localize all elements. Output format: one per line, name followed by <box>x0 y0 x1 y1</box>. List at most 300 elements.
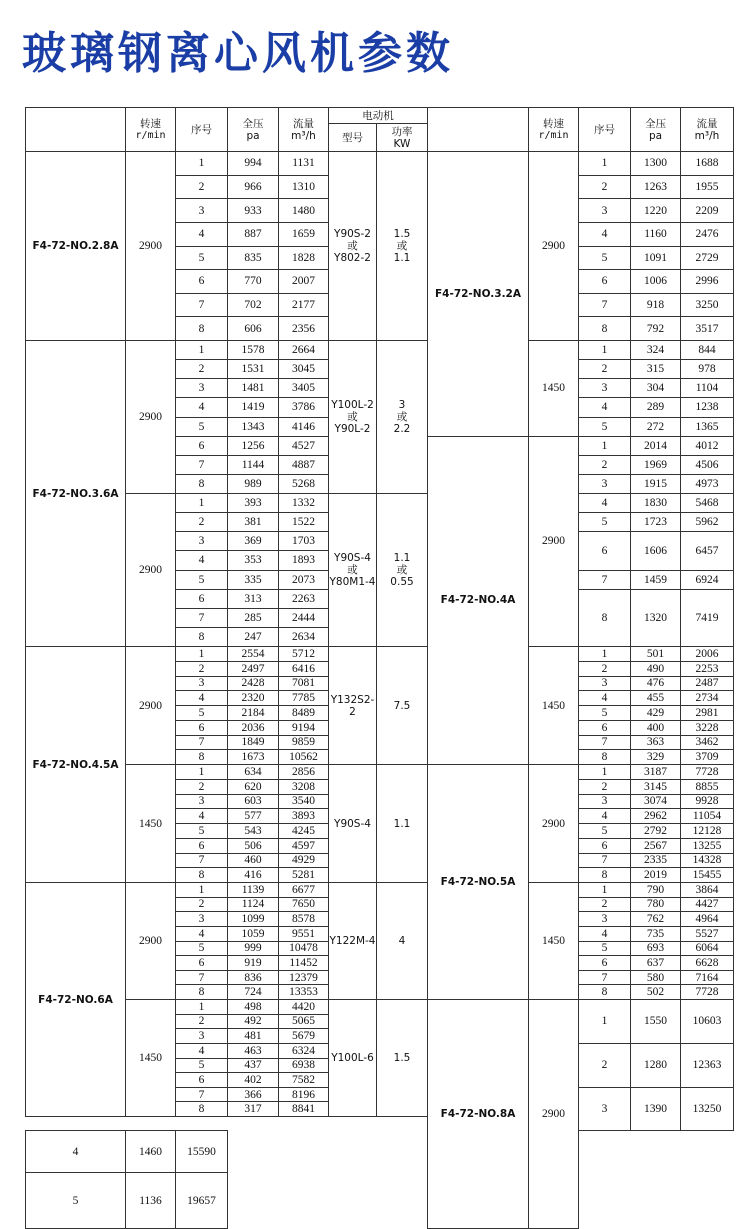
pressure-cell: 463 <box>228 1043 279 1058</box>
seq-cell: 2 <box>176 360 228 379</box>
flow-cell: 2253 <box>681 661 734 676</box>
motor-model-line: 或 <box>347 411 358 423</box>
header-unit: m³/h <box>291 129 316 142</box>
flow-cell: 4427 <box>681 897 734 912</box>
pressure-cell: 1673 <box>228 750 279 765</box>
flow-cell: 2006 <box>681 647 734 662</box>
seq-cell: 5 <box>176 824 228 839</box>
pressure-cell: 2335 <box>631 853 681 868</box>
speed-value: 1450 <box>529 647 579 765</box>
seq-cell: 3 <box>579 676 631 691</box>
flow-cell: 4506 <box>681 455 734 474</box>
seq-cell: 1 <box>579 152 631 176</box>
header-seq: 序号 <box>176 108 228 152</box>
seq-cell: 5 <box>579 706 631 721</box>
flow-cell: 3709 <box>681 750 734 765</box>
pressure-cell: 498 <box>228 1000 279 1015</box>
seq-cell: 1 <box>176 883 228 898</box>
pressure-cell: 3187 <box>631 765 681 780</box>
pressure-cell: 1124 <box>228 897 279 912</box>
pressure-cell: 1136 <box>126 1173 176 1229</box>
fan-parameter-table <box>25 107 734 1229</box>
flow-cell: 9928 <box>681 794 734 809</box>
speed-value: 2900 <box>126 647 176 765</box>
flow-cell: 3208 <box>279 779 329 794</box>
motor-power-line: 或 <box>396 240 408 252</box>
seq-cell: 5 <box>579 246 631 270</box>
pressure-cell: 353 <box>228 551 279 570</box>
pressure-cell: 1460 <box>126 1131 176 1173</box>
flow-cell: 9859 <box>279 735 329 750</box>
motor-model-line: Y132S2- <box>330 693 375 706</box>
pressure-cell: 481 <box>228 1029 279 1044</box>
pressure-cell: 1300 <box>631 152 681 176</box>
seq-cell: 7 <box>176 293 228 317</box>
seq-cell: 6 <box>176 838 228 853</box>
seq-cell: 3 <box>579 794 631 809</box>
pressure-cell: 2792 <box>631 824 681 839</box>
table-row <box>26 494 734 513</box>
seq-cell: 4 <box>579 222 631 246</box>
pressure-cell: 416 <box>228 868 279 883</box>
seq-cell: 6 <box>176 589 228 608</box>
table-row <box>26 883 734 898</box>
pressure-cell: 2497 <box>228 661 279 676</box>
pressure-cell: 603 <box>228 794 279 809</box>
speed-value: 2900 <box>529 765 579 883</box>
pressure-cell: 363 <box>631 735 681 750</box>
seq-cell: 6 <box>176 956 228 971</box>
flow-cell: 4964 <box>681 912 734 927</box>
pressure-cell: 1830 <box>631 494 681 513</box>
flow-cell: 11452 <box>279 956 329 971</box>
seq-cell: 1 <box>579 341 631 360</box>
pressure-cell: 366 <box>228 1087 279 1102</box>
seq-cell: 4 <box>176 809 228 824</box>
seq-cell: 4 <box>176 1043 228 1058</box>
seq-cell: 4 <box>579 809 631 824</box>
pressure-cell: 724 <box>228 985 279 1000</box>
flow-cell: 2209 <box>681 199 734 223</box>
motor-power-line: 1.5 <box>393 228 411 240</box>
motor-model <box>329 341 377 494</box>
pressure-cell: 1160 <box>631 222 681 246</box>
seq-cell: 1 <box>579 436 631 455</box>
flow-cell: 13255 <box>681 838 734 853</box>
flow-cell: 3517 <box>681 317 734 341</box>
flow-cell: 2981 <box>681 706 734 721</box>
speed-value: 1450 <box>529 883 579 1000</box>
table-row <box>26 1131 734 1145</box>
seq-cell: 6 <box>579 956 631 971</box>
motor-power-line: 2.2 <box>393 423 411 435</box>
header-blank <box>428 108 529 152</box>
motor-model <box>329 494 377 647</box>
table-row <box>26 152 734 176</box>
page-title: 玻璃钢离心风机参数 <box>22 28 454 79</box>
flow-cell: 2476 <box>681 222 734 246</box>
flow-cell: 6938 <box>279 1058 329 1073</box>
pressure-cell: 460 <box>228 853 279 868</box>
pressure-cell: 770 <box>228 270 279 294</box>
seq-cell: 2 <box>176 661 228 676</box>
flow-cell: 1365 <box>681 417 734 436</box>
speed-value: 1450 <box>529 341 579 437</box>
seq-cell: 3 <box>579 379 631 398</box>
seq-cell: 2 <box>176 897 228 912</box>
motor-model-line: 或 <box>347 564 358 576</box>
flow-cell: 10478 <box>279 941 329 956</box>
flow-cell: 3864 <box>681 883 734 898</box>
seq-cell: 3 <box>176 676 228 691</box>
pressure-cell: 2014 <box>631 436 681 455</box>
pressure-cell: 247 <box>228 627 279 646</box>
pressure-cell: 437 <box>228 1058 279 1073</box>
pressure-cell: 1256 <box>228 436 279 455</box>
pressure-cell: 2036 <box>228 720 279 735</box>
flow-cell: 5268 <box>279 474 329 493</box>
motor-power-line: 或 <box>396 411 408 423</box>
seq-cell: 2 <box>579 897 631 912</box>
pressure-cell: 780 <box>631 897 681 912</box>
seq-cell: 7 <box>176 455 228 474</box>
motor-model-line: Y90S-2 <box>334 228 371 240</box>
flow-cell: 7728 <box>681 765 734 780</box>
seq-cell: 4 <box>579 494 631 513</box>
flow-cell: 4887 <box>279 455 329 474</box>
flow-cell: 2487 <box>681 676 734 691</box>
seq-cell: 5 <box>579 941 631 956</box>
pressure-cell: 3145 <box>631 779 681 794</box>
seq-cell: 3 <box>176 199 228 223</box>
seq-cell: 8 <box>176 985 228 1000</box>
pressure-cell: 702 <box>228 293 279 317</box>
motor-model <box>329 883 377 1000</box>
header-label: 流量 <box>293 117 314 130</box>
flow-cell: 4527 <box>279 436 329 455</box>
flow-cell: 3405 <box>279 379 329 398</box>
pressure-cell: 1059 <box>228 926 279 941</box>
seq-cell: 5 <box>176 417 228 436</box>
flow-cell: 14328 <box>681 853 734 868</box>
seq-cell: 4 <box>579 926 631 941</box>
pressure-cell: 369 <box>228 532 279 551</box>
header-motor: 电动机 <box>329 108 428 124</box>
flow-cell: 15590 <box>176 1131 228 1173</box>
pressure-cell: 1144 <box>228 455 279 474</box>
flow-cell: 6924 <box>681 570 734 589</box>
pressure-cell: 887 <box>228 222 279 246</box>
motor-model-line: Y100L-6 <box>331 1052 374 1064</box>
header-unit: r/min <box>538 129 569 141</box>
motor-model-line: 或 <box>347 240 358 252</box>
seq-cell: 4 <box>176 691 228 706</box>
seq-cell: 7 <box>176 608 228 627</box>
motor-power-line: 7.5 <box>393 699 411 712</box>
flow-cell: 2073 <box>279 570 329 589</box>
flow-cell: 7419 <box>681 589 734 646</box>
pressure-cell: 693 <box>631 941 681 956</box>
seq-cell: 6 <box>579 532 631 570</box>
pressure-cell: 272 <box>631 417 681 436</box>
header-unit: pa <box>648 129 663 142</box>
pressure-cell: 1481 <box>228 379 279 398</box>
speed-value: 2900 <box>529 1000 579 1229</box>
pressure-cell: 315 <box>631 360 681 379</box>
pressure-cell: 429 <box>631 706 681 721</box>
flow-cell: 1131 <box>279 152 329 176</box>
header-unit: m³/h <box>694 129 720 142</box>
motor-power-line: 或 <box>396 564 408 576</box>
pressure-cell: 836 <box>228 970 279 985</box>
seq-cell: 1 <box>579 647 631 662</box>
header-unit: KW <box>393 137 411 150</box>
seq-cell: 2 <box>579 360 631 379</box>
flow-cell: 4929 <box>279 853 329 868</box>
seq-cell: 8 <box>579 985 631 1000</box>
flow-cell: 2007 <box>279 270 329 294</box>
pressure-cell: 1006 <box>631 270 681 294</box>
flow-cell: 19657 <box>176 1173 228 1229</box>
table-row <box>26 765 734 780</box>
flow-cell: 1480 <box>279 199 329 223</box>
motor-model <box>329 152 377 341</box>
motor-power <box>377 765 428 883</box>
seq-cell: 1 <box>176 647 228 662</box>
seq-cell: 8 <box>579 589 631 646</box>
motor-power <box>377 647 428 765</box>
pressure-cell: 1091 <box>631 246 681 270</box>
flow-cell: 1703 <box>279 532 329 551</box>
pressure-cell: 2184 <box>228 706 279 721</box>
flow-cell: 1955 <box>681 175 734 199</box>
pressure-cell: 2019 <box>631 868 681 883</box>
header-label: 转速 <box>140 117 161 130</box>
pressure-cell: 285 <box>228 608 279 627</box>
flow-cell: 4245 <box>279 824 329 839</box>
flow-cell: 15455 <box>681 868 734 883</box>
motor-power-line: 0.55 <box>390 576 414 588</box>
seq-cell: 7 <box>176 1087 228 1102</box>
pressure-cell: 1531 <box>228 360 279 379</box>
flow-cell: 7728 <box>681 985 734 1000</box>
flow-cell: 1688 <box>681 152 734 176</box>
header-label: 全压 <box>645 117 666 130</box>
seq-cell: 7 <box>579 970 631 985</box>
flow-cell: 9551 <box>279 926 329 941</box>
seq-cell: 6 <box>579 270 631 294</box>
header-unit: pa <box>246 129 260 142</box>
flow-cell: 2856 <box>279 765 329 780</box>
flow-cell: 3250 <box>681 293 734 317</box>
flow-cell: 1310 <box>279 175 329 199</box>
pressure-cell: 999 <box>228 941 279 956</box>
flow-cell: 1332 <box>279 494 329 513</box>
speed-value: 1450 <box>126 1000 176 1117</box>
motor-power <box>377 883 428 1000</box>
flow-cell: 8196 <box>279 1087 329 1102</box>
flow-cell: 3045 <box>279 360 329 379</box>
motor-power <box>377 494 428 647</box>
pressure-cell: 2962 <box>631 809 681 824</box>
flow-cell: 1828 <box>279 246 329 270</box>
pressure-cell: 402 <box>228 1073 279 1088</box>
pressure-cell: 1263 <box>631 175 681 199</box>
flow-cell: 1104 <box>681 379 734 398</box>
flow-cell: 2177 <box>279 293 329 317</box>
seq-cell: 8 <box>579 868 631 883</box>
seq-cell: 1 <box>176 494 228 513</box>
motor-power-line: 1.1 <box>393 552 411 564</box>
pressure-cell: 1578 <box>228 341 279 360</box>
motor-model <box>329 1000 377 1117</box>
pressure-cell: 393 <box>228 494 279 513</box>
pressure-cell: 3074 <box>631 794 681 809</box>
pressure-cell: 1550 <box>631 1000 681 1044</box>
motor-power-line: 1.1 <box>393 252 411 264</box>
pressure-cell: 835 <box>228 246 279 270</box>
seq-cell: 6 <box>176 436 228 455</box>
motor-model <box>329 647 377 765</box>
pressure-cell: 1459 <box>631 570 681 589</box>
flow-cell: 8841 <box>279 1102 329 1117</box>
flow-cell: 12363 <box>681 1043 734 1087</box>
seq-cell: 4 <box>176 551 228 570</box>
pressure-cell: 1606 <box>631 532 681 570</box>
seq-cell: 8 <box>176 1102 228 1117</box>
pressure-cell: 1419 <box>228 398 279 417</box>
seq-cell: 5 <box>26 1173 126 1229</box>
pressure-cell: 381 <box>228 513 279 532</box>
flow-cell: 6677 <box>279 883 329 898</box>
flow-cell: 5468 <box>681 494 734 513</box>
flow-cell: 4597 <box>279 838 329 853</box>
header-cell <box>228 108 279 152</box>
flow-cell: 7785 <box>279 691 329 706</box>
seq-cell: 2 <box>176 1014 228 1029</box>
pressure-cell: 476 <box>631 676 681 691</box>
flow-cell: 8578 <box>279 912 329 927</box>
fan-model-name: F4-72-NO.3.2A <box>428 152 529 437</box>
flow-cell: 7164 <box>681 970 734 985</box>
pressure-cell: 543 <box>228 824 279 839</box>
header-cell <box>529 108 579 152</box>
seq-cell: 2 <box>176 513 228 532</box>
motor-power-line: 1.5 <box>393 1052 411 1064</box>
header-cell <box>631 108 681 152</box>
table-row <box>26 647 734 662</box>
seq-cell: 3 <box>176 1029 228 1044</box>
pressure-cell: 1969 <box>631 455 681 474</box>
flow-cell: 1238 <box>681 398 734 417</box>
flow-cell: 3540 <box>279 794 329 809</box>
seq-cell: 6 <box>176 1073 228 1088</box>
flow-cell: 6324 <box>279 1043 329 1058</box>
header-label: 功率 <box>391 125 413 138</box>
fan-model-name: F4-72-NO.3.6A <box>26 341 126 647</box>
seq-cell: 5 <box>579 417 631 436</box>
seq-cell: 4 <box>26 1131 126 1173</box>
pressure-cell: 455 <box>631 691 681 706</box>
pressure-cell: 792 <box>631 317 681 341</box>
flow-cell: 4012 <box>681 436 734 455</box>
pressure-cell: 580 <box>631 970 681 985</box>
flow-cell: 978 <box>681 360 734 379</box>
seq-cell: 5 <box>579 824 631 839</box>
flow-cell: 12379 <box>279 970 329 985</box>
table-row <box>26 1000 734 1015</box>
seq-cell: 7 <box>176 970 228 985</box>
seq-cell: 5 <box>176 1058 228 1073</box>
pressure-cell: 933 <box>228 199 279 223</box>
flow-cell: 6628 <box>681 956 734 971</box>
fan-model-name: F4-72-NO.8A <box>428 1000 529 1229</box>
header-cell <box>126 108 176 152</box>
seq-cell: 7 <box>579 853 631 868</box>
header-unit: r/min <box>135 129 166 141</box>
seq-cell: 8 <box>579 317 631 341</box>
speed-value: 2900 <box>126 494 176 647</box>
speed-value: 1450 <box>126 765 176 883</box>
seq-cell: 4 <box>579 398 631 417</box>
speed-value: 2900 <box>126 341 176 494</box>
seq-cell: 8 <box>176 474 228 493</box>
flow-cell: 8855 <box>681 779 734 794</box>
seq-cell: 1 <box>176 1000 228 1015</box>
flow-cell: 6457 <box>681 532 734 570</box>
seq-cell: 2 <box>176 779 228 794</box>
pressure-cell: 994 <box>228 152 279 176</box>
pressure-cell: 634 <box>228 765 279 780</box>
speed-value: 2900 <box>126 883 176 1000</box>
flow-cell: 4973 <box>681 474 734 493</box>
pressure-cell: 1390 <box>631 1087 681 1130</box>
pressure-cell: 400 <box>631 720 681 735</box>
seq-cell: 7 <box>176 853 228 868</box>
motor-model-line: Y90S-4 <box>334 552 371 564</box>
flow-cell: 4146 <box>279 417 329 436</box>
seq-cell: 2 <box>176 175 228 199</box>
pressure-cell: 1099 <box>228 912 279 927</box>
flow-cell: 5679 <box>279 1029 329 1044</box>
header-seq: 序号 <box>579 108 631 152</box>
seq-cell: 3 <box>176 794 228 809</box>
header-cell <box>377 124 428 152</box>
motor-model-line: Y100L-2 <box>331 399 374 411</box>
speed-value: 2900 <box>126 152 176 341</box>
pressure-cell: 918 <box>631 293 681 317</box>
flow-cell: 5281 <box>279 868 329 883</box>
motor-power-line: 3 <box>398 399 406 411</box>
pressure-cell: 1139 <box>228 883 279 898</box>
table-row <box>26 1173 734 1187</box>
flow-cell: 5712 <box>279 647 329 662</box>
flow-cell: 10603 <box>681 1000 734 1044</box>
flow-cell: 9194 <box>279 720 329 735</box>
seq-cell: 3 <box>579 474 631 493</box>
pressure-cell: 2567 <box>631 838 681 853</box>
seq-cell: 1 <box>579 1000 631 1044</box>
pressure-cell: 790 <box>631 883 681 898</box>
seq-cell: 3 <box>176 379 228 398</box>
flow-cell: 2734 <box>681 691 734 706</box>
flow-cell: 6064 <box>681 941 734 956</box>
pressure-cell: 637 <box>631 956 681 971</box>
seq-cell: 7 <box>176 735 228 750</box>
pressure-cell: 1915 <box>631 474 681 493</box>
pressure-cell: 577 <box>228 809 279 824</box>
pressure-cell: 1220 <box>631 199 681 223</box>
